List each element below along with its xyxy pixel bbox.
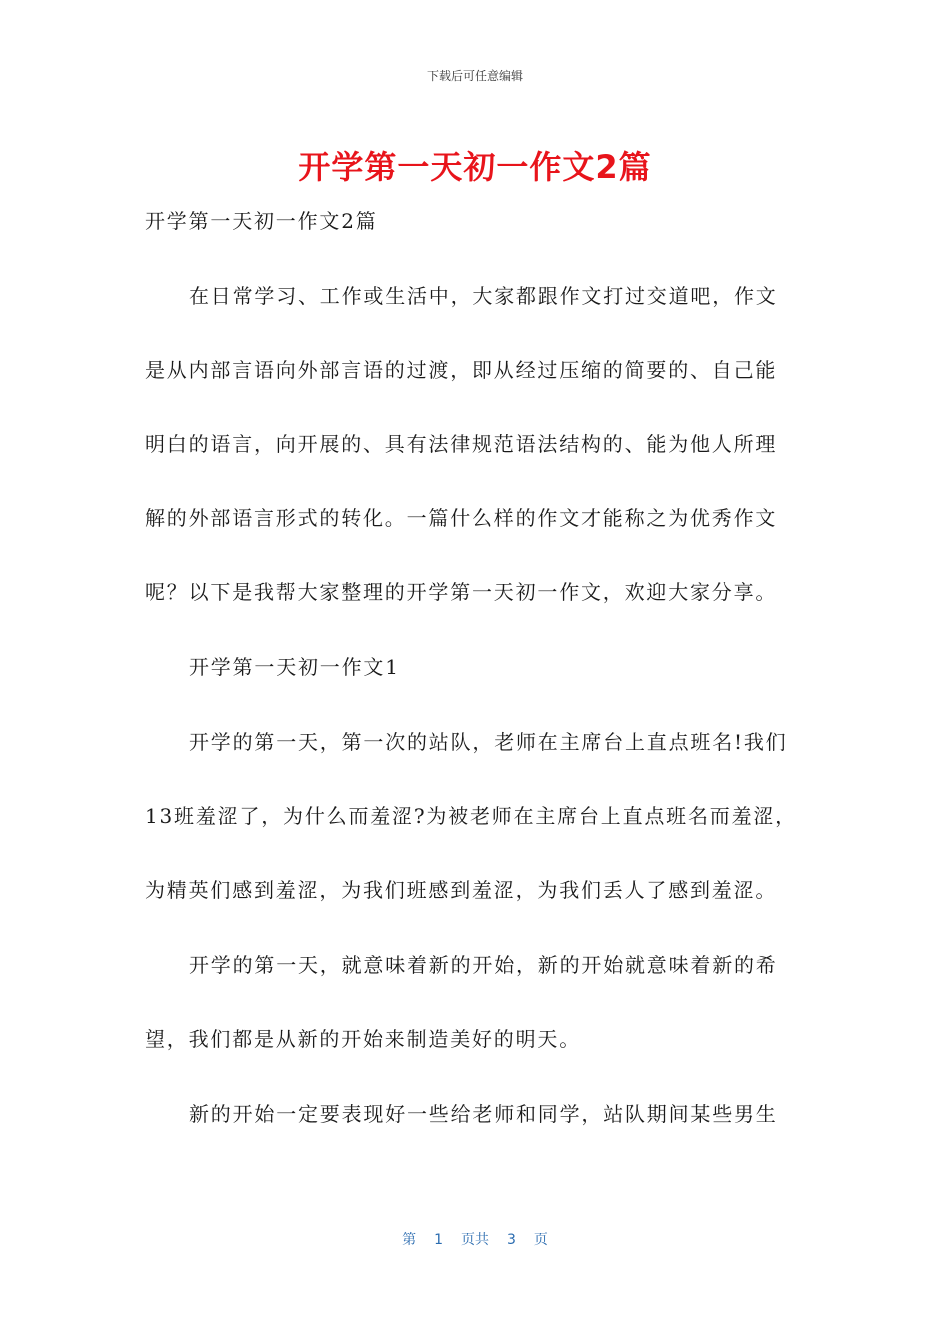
paragraph-line: 是从内部言语向外部言语的过渡，即从经过压缩的简要的、自己能 [145,358,778,382]
footer-page-number: 1 [434,1232,443,1248]
paragraph-line: 呢？以下是我帮大家整理的开学第一天初一作文，欢迎大家分享。 [145,580,778,604]
paragraph-first-day [145,724,805,909]
paragraph-line: 为精英们感到羞涩，为我们班感到羞涩，为我们丢人了感到羞涩。 [145,878,778,902]
paragraph-line: 明白的语言，向开展的、具有法律规范语法结构的、能为他人所理 [145,432,778,456]
paragraph-new-start [145,947,805,1058]
footer-page-label: 第 [402,1232,417,1248]
paragraph-line: 解的外部语言形式的转化。一篇什么样的作文才能称之为优秀作文 [145,506,778,530]
document-body [145,203,805,1171]
document-title: 开学第一天初一作文2篇 [298,148,652,186]
paragraph-line: 在日常学习、工作或生活中，大家都跟作文打过交道吧，作文 [189,284,778,308]
section-heading-text: 开学第一天初一作文1 [189,655,400,679]
footer-of-label: 页共 [461,1232,489,1248]
paragraph-intro [145,278,805,611]
paragraph-line: 望，我们都是从新的开始来制造美好的明天。 [145,1027,581,1051]
paragraph-line: 新的开始一定要表现好一些给老师和同学，站队期间某些男生 [189,1102,778,1126]
paragraph-line: 开学的第一天，第一次的站队，老师在主席台上直点班名!我们 [189,730,788,754]
page-footer [0,1229,950,1249]
header-note: 下载后可任意编辑 [426,69,523,83]
subtitle-line: 开学第一天初一作文2篇 [145,209,378,233]
paragraph-line: 13班羞涩了，为什么而羞涩?为被老师在主席台上直点班名而羞涩， [145,804,797,828]
paragraph-perform [145,1096,805,1133]
footer-total-pages: 3 [507,1232,516,1248]
section-heading [145,649,805,686]
paragraph-line: 开学的第一天，就意味着新的开始，新的开始就意味着新的希 [189,953,778,977]
footer-page-suffix: 页 [533,1232,548,1248]
